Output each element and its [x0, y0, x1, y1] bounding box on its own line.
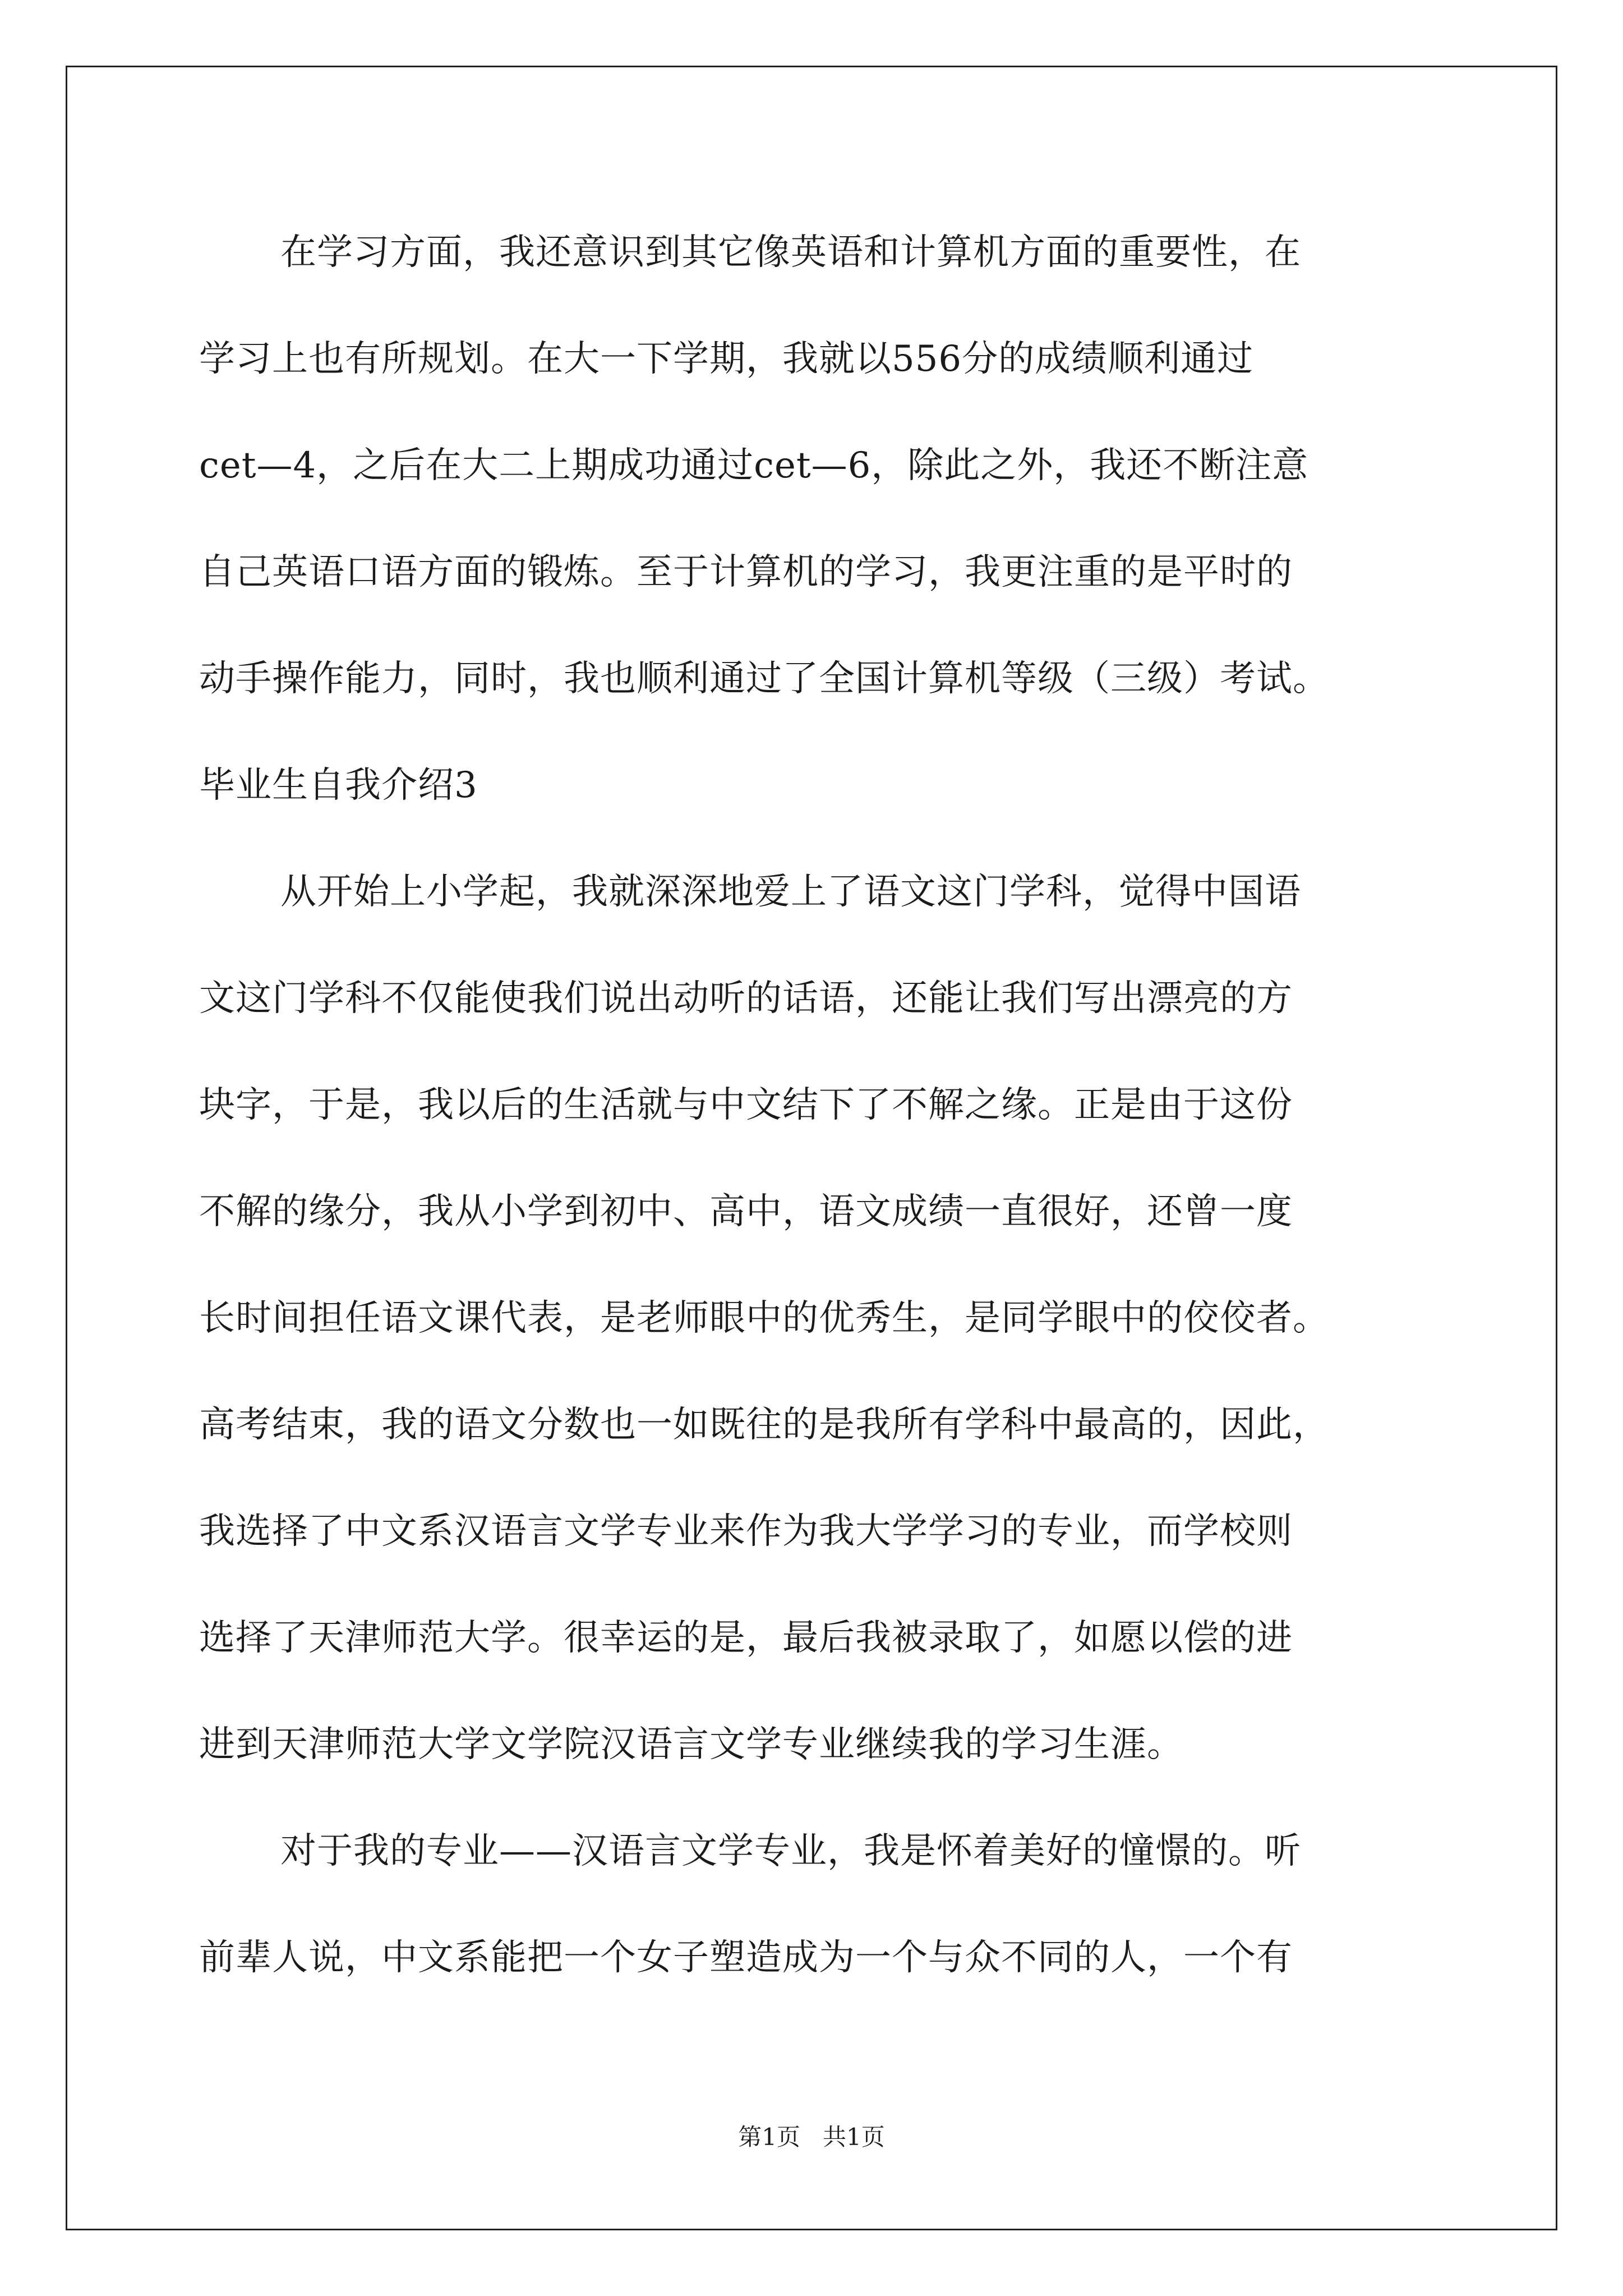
text-line: 前辈人说，中文系能把一个女子塑造成为一个与众不同的人，一个有 [199, 1937, 1293, 1978]
text-line: 进到天津师范大学文学院汉语言文学专业继续我的学习生涯。 [199, 1724, 1183, 1765]
text-line: 高考结束，我的语文分数也一如既往的是我所有学科中最高的，因此， [199, 1404, 1329, 1446]
text-line: 学习上也有所规划。在大一下学期，我就以556分的成绩顺利通过 [199, 338, 1254, 380]
page-total: 共1页 [823, 2123, 885, 2151]
section-heading: 毕业生自我介绍3 [199, 765, 478, 806]
text-line: cet—4，之后在大二上期成功通过cet—6，除此之外，我还不断注意 [199, 445, 1309, 486]
page-footer [0, 2122, 1623, 2153]
text-line: 动手操作能力，同时，我也顺利通过了全国计算机等级（三级）考试。 [199, 658, 1329, 700]
text-line: 长时间担任语文课代表，是老师眼中的优秀生，是同学眼中的佼佼者。 [199, 1297, 1329, 1339]
page-border [66, 66, 1557, 2230]
text-line: 从开始上小学起，我就深深地爱上了语文这门学科，觉得中国语 [280, 871, 1301, 913]
text-line: 文这门学科不仅能使我们说出动听的话语，还能让我们写出漂亮的方 [199, 978, 1293, 1019]
text-line: 对于我的专业——汉语言文学专业，我是怀着美好的憧憬的。听 [280, 1830, 1301, 1872]
page-number: 第1页 [738, 2123, 800, 2151]
text-line: 自己英语口语方面的锻炼。至于计算机的学习，我更注重的是平时的 [199, 551, 1293, 593]
text-line: 不解的缘分，我从小学到初中、高中，语文成绩一直很好，还曾一度 [199, 1191, 1293, 1232]
text-line: 在学习方面，我还意识到其它像英语和计算机方面的重要性，在 [280, 232, 1301, 273]
text-line: 我选择了中文系汉语言文学专业来作为我大学学习的专业，而学校则 [199, 1511, 1293, 1552]
text-line: 块字，于是，我以后的生活就与中文结下了不解之缘。正是由于这份 [199, 1084, 1293, 1126]
text-line: 选择了天津师范大学。很幸运的是，最后我被录取了，如愿以偿的进 [199, 1617, 1293, 1659]
